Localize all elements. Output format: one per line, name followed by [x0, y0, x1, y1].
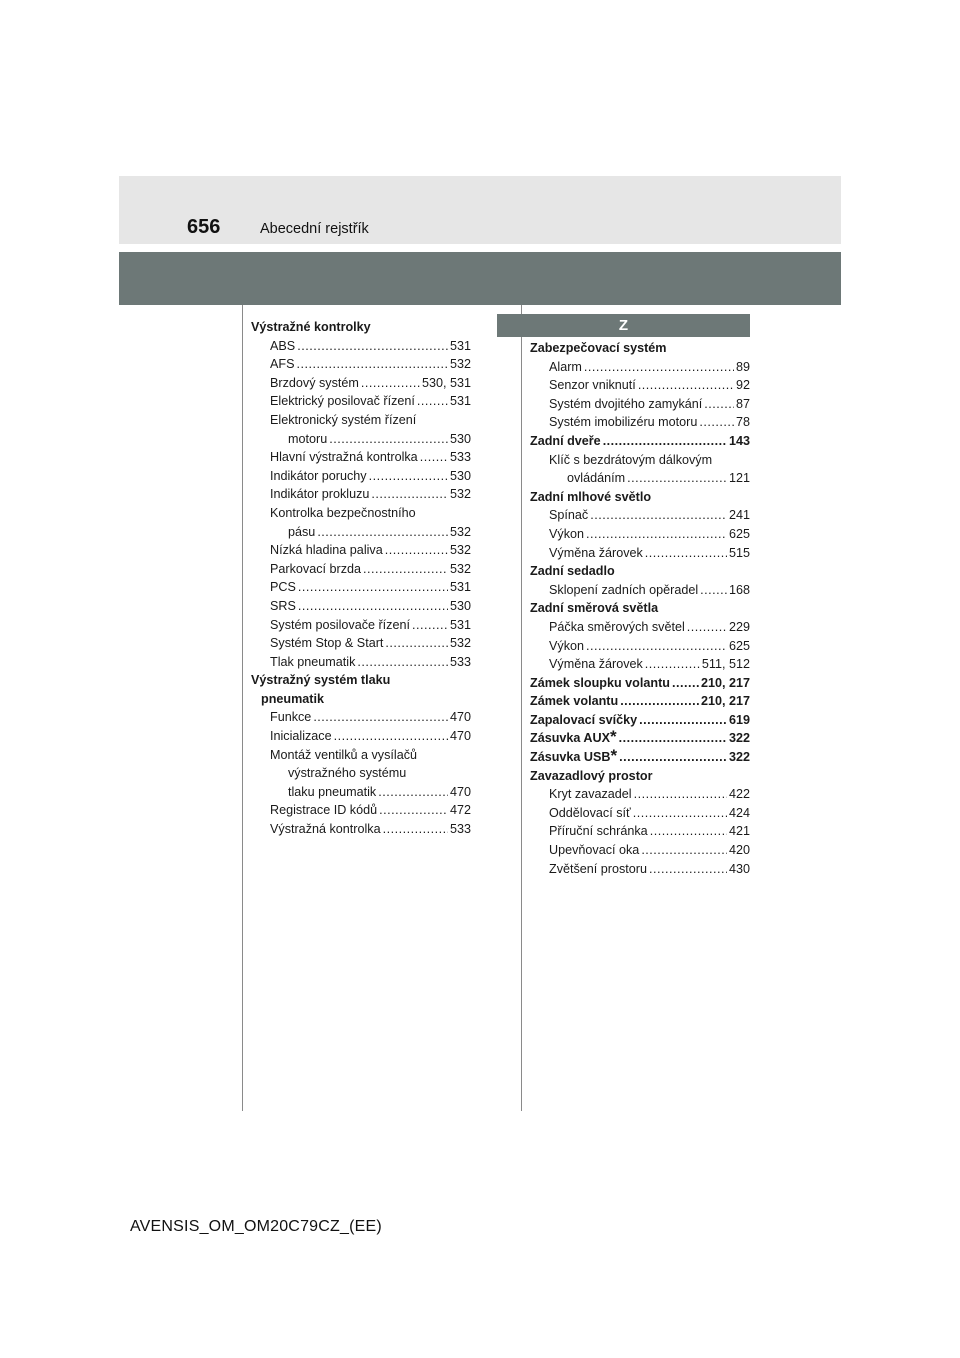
- page-reference: 121: [728, 471, 750, 486]
- index-term: výstražného systému: [288, 766, 407, 781]
- index-term: PCS: [270, 580, 296, 595]
- index-entry: [251, 820, 471, 839]
- index-heading: Zabezpečovací systém: [530, 341, 667, 355]
- page-reference: 470: [449, 729, 471, 744]
- page-reference: 421: [728, 824, 750, 839]
- leader-dots: [672, 674, 699, 693]
- index-term: Sklopení zadních opěradel: [549, 582, 699, 597]
- leader-dots: [586, 525, 727, 544]
- index-term: AFS: [270, 357, 295, 372]
- leader-dots: [369, 467, 448, 486]
- index-entry: [530, 841, 750, 860]
- leader-dots: [361, 374, 420, 393]
- index-entry: [251, 374, 471, 393]
- index-entry: [530, 804, 750, 823]
- index-term: Zásuvka AUX: [530, 731, 611, 746]
- page-reference: 87: [735, 396, 750, 411]
- leader-dots: [619, 748, 727, 767]
- page-reference: 530, 531: [421, 375, 471, 390]
- index-term: Páčka směrových světel: [549, 619, 685, 634]
- leader-dots: [379, 801, 448, 820]
- leader-dots: [619, 729, 727, 748]
- index-term: Elektrický posilovač řízení: [270, 394, 415, 409]
- leader-dots: [645, 544, 727, 563]
- page-reference: 532: [449, 357, 471, 372]
- header-band-light: [119, 176, 841, 244]
- page-reference: 532: [449, 636, 471, 651]
- index-term: Kontrolka bezpečnostního: [270, 505, 416, 520]
- page-reference: 533: [449, 450, 471, 465]
- index-heading: Zadní mlhové světlo: [530, 489, 652, 504]
- leader-dots: [641, 841, 727, 860]
- index-entry: [530, 785, 750, 804]
- page-reference: 78: [735, 415, 750, 430]
- page-reference: 241: [728, 508, 750, 523]
- leader-dots: [417, 392, 448, 411]
- leader-dots: [357, 653, 448, 672]
- index-entry: [251, 485, 471, 504]
- index-term: SRS: [270, 598, 296, 613]
- index-column-left: [251, 318, 471, 839]
- index-entry: [530, 525, 750, 544]
- leader-dots: [371, 485, 448, 504]
- page-reference: 143: [728, 433, 750, 448]
- index-term: Parkovací brzda: [270, 561, 361, 576]
- leader-dots: [603, 432, 727, 451]
- index-entry: [530, 506, 750, 525]
- index-entry: Zásuvka AUX * ..... 322: [530, 729, 750, 748]
- index-entry: [251, 801, 471, 820]
- leader-dots: [412, 616, 448, 635]
- index-term: Zvětšení prostoru: [549, 861, 647, 876]
- leader-dots: [298, 578, 448, 597]
- leader-dots: [334, 727, 448, 746]
- index-term: Systém posilovače řízení: [270, 617, 410, 632]
- index-letter-heading: Z: [497, 314, 750, 337]
- index-term: Zadní dveře: [530, 433, 601, 448]
- leader-dots: [363, 560, 448, 579]
- index-term: Senzor vniknutí: [549, 378, 636, 393]
- index-term: Systém Stop & Start: [270, 636, 384, 651]
- index-entry: [251, 448, 471, 467]
- index-column-right: [530, 339, 750, 878]
- index-entry: [251, 430, 471, 449]
- page-number: 656: [187, 216, 221, 238]
- leader-dots: [584, 358, 734, 377]
- index-entry: [530, 655, 750, 674]
- index-entry: [251, 616, 471, 635]
- index-entry: Zásuvka USB * ..... 322: [530, 748, 750, 767]
- page-reference: 472: [449, 803, 471, 818]
- index-term: Spínač: [549, 508, 589, 523]
- column-divider-right: [521, 305, 522, 1111]
- index-term: Nízká hladina paliva: [270, 543, 383, 558]
- index-entry: [251, 708, 471, 727]
- document-code: AVENSIS_OM_OM20C79CZ_(EE): [130, 1218, 382, 1235]
- leader-dots: [298, 597, 448, 616]
- page-reference: 470: [449, 784, 471, 799]
- page-reference: 210, 217: [700, 694, 750, 709]
- index-term: Výstražná kontrolka: [270, 822, 381, 837]
- page-reference: 229: [728, 619, 750, 634]
- index-term: Výkon: [549, 638, 585, 653]
- page-reference: 625: [728, 526, 750, 541]
- leader-dots: [700, 581, 727, 600]
- leader-dots: [385, 634, 448, 653]
- index-term: Elektronický systém řízení: [270, 412, 417, 427]
- leader-dots: [687, 618, 727, 637]
- leader-dots: [699, 413, 734, 432]
- leader-dots: [638, 376, 734, 395]
- index-term: ovládáním: [567, 471, 626, 486]
- index-term: Montáž ventilků a vysílačů: [270, 747, 417, 762]
- page-reference: 532: [449, 487, 471, 502]
- index-term: Výkon: [549, 526, 585, 541]
- leader-dots: [383, 820, 448, 839]
- index-heading: Zavazadlový prostor: [530, 768, 653, 783]
- leader-dots: [378, 783, 448, 802]
- index-entry: [530, 692, 750, 711]
- leader-dots: [639, 711, 727, 730]
- index-entry: [251, 523, 471, 542]
- index-entry: [251, 337, 471, 356]
- page-reference: 430: [728, 861, 750, 876]
- page-reference: 530: [449, 598, 471, 613]
- page-reference: 322: [728, 731, 750, 746]
- index-term: Zásuvka USB: [530, 750, 611, 765]
- leader-dots: [385, 541, 448, 560]
- index-entry: [251, 727, 471, 746]
- leader-dots: [313, 708, 448, 727]
- page-reference: 531: [449, 394, 471, 409]
- page-reference: 532: [449, 524, 471, 539]
- index-entry: [530, 618, 750, 637]
- index-term: Funkce: [270, 710, 312, 725]
- index-term: Výměna žárovek: [549, 657, 643, 672]
- index-entry: [251, 597, 471, 616]
- page-reference: 168: [728, 582, 750, 597]
- index-entry: [251, 560, 471, 579]
- index-term: Indikátor prokluzu: [270, 487, 370, 502]
- index-term: Hlavní výstražná kontrolka: [270, 450, 418, 465]
- index-term: Výměna žárovek: [549, 545, 643, 560]
- index-term: Zámek sloupku volantu: [530, 675, 670, 690]
- page-reference: 210, 217: [700, 675, 750, 690]
- page-reference: 424: [728, 805, 750, 820]
- index-term: pásu: [288, 524, 316, 539]
- index-term: Inicializace: [270, 729, 332, 744]
- leader-dots: [704, 395, 734, 414]
- page-reference: 89: [735, 359, 750, 374]
- index-entry: [530, 432, 750, 451]
- index-term: motoru: [288, 431, 328, 446]
- index-term: Oddělovací síť: [549, 805, 631, 820]
- page-reference: 420: [728, 843, 750, 858]
- index-entry: [530, 469, 750, 488]
- index-term: Zapalovací svíčky: [530, 712, 638, 727]
- leader-dots: [649, 860, 727, 879]
- page-reference: 322: [728, 750, 750, 765]
- index-term: Systém imobilizéru motoru: [549, 415, 698, 430]
- index-entry: [530, 413, 750, 432]
- leader-dots: [620, 692, 699, 711]
- page-reference: 511, 512: [701, 657, 750, 672]
- index-entry: [251, 541, 471, 560]
- index-entry: [251, 355, 471, 374]
- page-reference: 422: [728, 787, 750, 802]
- leader-dots: [586, 637, 727, 656]
- index-heading: Zadní sedadlo: [530, 564, 615, 579]
- page-reference: 533: [449, 822, 471, 837]
- index-heading: Zadní směrová světla: [530, 601, 659, 616]
- section-title: Abecední rejstřík: [260, 221, 369, 237]
- leader-dots: [317, 523, 448, 542]
- index-term: Upevňovací oka: [549, 843, 640, 858]
- leader-dots: [297, 337, 448, 356]
- page-reference: 92: [735, 378, 750, 393]
- index-term: Indikátor poruchy: [270, 468, 367, 483]
- index-heading: Výstražný systém tlaku: [251, 673, 391, 688]
- page-reference: 531: [449, 580, 471, 595]
- index-term: Brzdový systém: [270, 375, 359, 390]
- index-term: Kryt zavazadel: [549, 787, 632, 802]
- page-reference: 531: [449, 338, 471, 353]
- index-term: Tlak pneumatik: [270, 654, 356, 669]
- header-band-dark: [119, 252, 841, 305]
- leader-dots: [329, 430, 448, 449]
- index-entry: [251, 783, 471, 802]
- leader-dots: [297, 355, 448, 374]
- index-term: Příruční schránka: [549, 824, 648, 839]
- index-term: Alarm: [549, 359, 582, 374]
- index-entry: [530, 395, 750, 414]
- index-term: tlaku pneumatik: [288, 784, 377, 799]
- index-term: ABS: [270, 338, 296, 353]
- index-entry: [530, 711, 750, 730]
- index-entry: [251, 653, 471, 672]
- index-entry: [530, 860, 750, 879]
- leader-dots: [633, 804, 727, 823]
- index-entry: [251, 634, 471, 653]
- index-entry: [530, 674, 750, 693]
- index-heading: Výstražné kontrolky: [251, 320, 371, 334]
- page-reference: 533: [449, 654, 471, 669]
- index-term: Klíč s bezdrátovým dálkovým: [549, 452, 713, 467]
- index-entry: [530, 637, 750, 656]
- index-entry: [530, 581, 750, 600]
- page-reference: 532: [449, 543, 471, 558]
- leader-dots: [590, 506, 727, 525]
- index-heading: pneumatik: [261, 691, 324, 706]
- leader-dots: [627, 469, 727, 488]
- leader-dots: [650, 822, 727, 841]
- index-entry: [530, 358, 750, 377]
- index-entry: [251, 392, 471, 411]
- index-term: Systém dvojitého zamykání: [549, 396, 703, 411]
- page-reference: 515: [728, 545, 750, 560]
- index-entry: [530, 376, 750, 395]
- index-entry: [530, 822, 750, 841]
- index-entry: [530, 544, 750, 563]
- index-term: Registrace ID kódů: [270, 803, 378, 818]
- page-reference: 619: [728, 712, 750, 727]
- page-reference: 530: [449, 431, 471, 446]
- page-reference: 531: [449, 617, 471, 632]
- page-reference: 470: [449, 710, 471, 725]
- leader-dots: [420, 448, 448, 467]
- index-term: Zámek volantu: [530, 694, 619, 709]
- page-reference: 532: [449, 561, 471, 576]
- index-entry: [251, 578, 471, 597]
- page-reference: 625: [728, 638, 750, 653]
- leader-dots: [645, 655, 700, 674]
- column-divider-left: [242, 305, 243, 1111]
- page-reference: 530: [449, 468, 471, 483]
- index-entry: [251, 467, 471, 486]
- leader-dots: [634, 785, 727, 804]
